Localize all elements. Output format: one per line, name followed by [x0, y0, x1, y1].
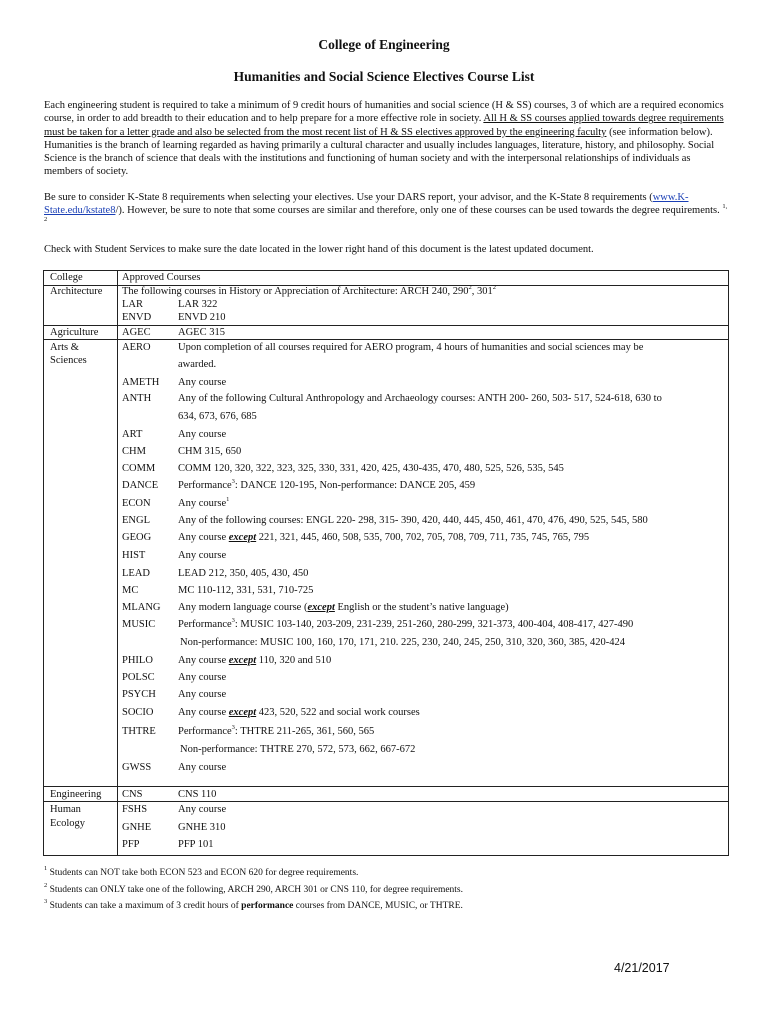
architecture-line-end: , 301: [471, 286, 493, 297]
footnote-text: Students can take a maximum of 3 credit hours of: [47, 901, 242, 911]
course-list-text: 423, 520, 522 and social work courses: [256, 707, 420, 718]
course-list: CHM 315, 650: [178, 446, 242, 457]
course-list-text: Any course: [178, 707, 229, 718]
college-engineering: Engineering: [50, 789, 102, 800]
intro-paragraph: [44, 99, 730, 179]
course-list: AGEC 315: [178, 327, 225, 338]
course-code: DANCE: [122, 480, 159, 491]
course-list-text: Any modern language course (: [178, 602, 308, 613]
footnote-ref: 2: [468, 283, 472, 291]
course-code: COMM: [122, 463, 156, 474]
course-list: LAR 322: [178, 299, 218, 310]
course-list-text: Any course: [178, 498, 227, 509]
document-subtitle: Humanities and Social Science Electives Course List: [233, 69, 535, 84]
course-list: MC 110-112, 331, 531, 710-725: [178, 585, 314, 596]
course-list-text: 110, 320 and 510: [256, 655, 332, 666]
course-list: Any course: [178, 804, 227, 815]
course-list: Any course: [178, 429, 227, 440]
course-list: Non-performance: THTRE 270, 572, 573, 662, 667-672: [180, 744, 416, 755]
course-code: HIST: [122, 550, 146, 561]
course-code: GEOG: [122, 532, 152, 543]
course-code: MC: [122, 585, 139, 596]
course-list: [178, 497, 229, 510]
footnote-2: [44, 881, 464, 895]
footnote-text: Students can NOT take both ECON 523 and ECON 620 for degree requirements.: [47, 868, 359, 878]
footnote-bold-text: performance: [241, 901, 294, 911]
course-list: COMM 120, 320, 322, 323, 325, 330, 331, 420, 425, 430-435, 470, 480, 525, 526, 535, 545: [178, 463, 564, 474]
performance-label: Performance: [178, 726, 232, 737]
course-code: POLSC: [122, 672, 155, 683]
except-label: except: [307, 602, 335, 613]
course-code: SOCIO: [122, 707, 154, 718]
kstate8-link[interactable]: www.K-State.edu/kstate8: [44, 192, 689, 217]
course-code: MUSIC: [122, 619, 156, 630]
course-code: CHM: [122, 446, 146, 457]
course-code: AGEC: [122, 327, 151, 338]
course-list: LEAD 212, 350, 405, 430, 450: [178, 568, 309, 579]
course-list: Any course: [178, 377, 227, 388]
footnote-1: [44, 864, 359, 878]
course-code: ECON: [122, 498, 151, 509]
course-list-text: : DANCE 120-195, Non-performance: DANCE 205, 459: [234, 480, 476, 491]
course-list-text: Any course: [178, 532, 229, 543]
course-list: PFP 101: [178, 839, 214, 850]
except-label: except: [228, 532, 257, 543]
course-code: AMETH: [122, 377, 160, 388]
document-date: 4/21/2017: [614, 961, 670, 975]
course-list-text: : MUSIC 103-140, 203-209, 231-239, 251-260, 280-299, 321-373, 400-404, 408-417, 427-490: [234, 619, 634, 630]
course-list-text: Any course: [178, 655, 229, 666]
course-list: awarded.: [178, 359, 217, 370]
footnote-3: [44, 897, 463, 911]
course-list: 634, 673, 676, 685: [178, 411, 257, 422]
architecture-courses: [122, 285, 496, 298]
check-paragraph: Check with Student Services to make sure the date located in the lower right hand of this document is the latest updated document.: [44, 244, 594, 255]
table-header-college: College: [50, 272, 83, 283]
footnote-text: courses from DANCE, MUSIC, or THTRE.: [293, 901, 463, 911]
course-list-text: 221, 321, 445, 460, 508, 535, 700, 702, 705, 708, 709, 711, 735, 745, 765, 795: [256, 532, 590, 543]
course-code: CNS: [122, 789, 143, 800]
except-label: except: [228, 655, 257, 666]
college-agriculture: Agriculture: [50, 327, 99, 338]
course-list: Any of the following Cultural Anthropology and Archaeology courses: ANTH 200- 260, 503- 517, 524-618, 630 to: [178, 393, 662, 404]
course-list: GNHE 310: [178, 822, 226, 833]
course-list: Any course: [178, 689, 227, 700]
footnote-marker: 1: [44, 864, 48, 872]
table-row-divider: [43, 786, 729, 787]
except-label: except: [228, 707, 257, 718]
footnote-ref: 2: [492, 283, 496, 291]
footnote-text: Students can ONLY take one of the following, ARCH 290, ARCH 301 or CNS 110, for degree requirements.: [47, 885, 464, 895]
performance-label: Performance: [178, 480, 232, 491]
course-code: AERO: [122, 342, 151, 353]
course-code: PFP: [122, 839, 140, 850]
course-list: [178, 531, 589, 544]
course-list: Non-performance: MUSIC 100, 160, 170, 171, 210. 225, 230, 240, 245, 250, 310, 320, 360, 385, 420-424: [180, 637, 626, 648]
course-list-text: : THTRE 211-265, 361, 560, 565: [234, 726, 375, 737]
table-column-divider: [117, 270, 118, 856]
college-human-ecology: Human: [50, 804, 81, 815]
kstate-paragraph: [44, 191, 730, 231]
footnote-ref: 1: [226, 495, 230, 503]
document-title: College of Engineering: [318, 37, 450, 52]
college-human-ecology-2: Ecology: [50, 818, 85, 829]
course-list: Any course: [178, 762, 227, 773]
course-list: Any of the following courses: ENGL 220- 298, 315- 390, 420, 440, 445, 450, 461, 470, 476, 490, 525, 545, 580: [178, 515, 648, 526]
kstate-text-2: /). However, be sure to note that some courses are similar and therefore, only one of these courses can be used towards the degree requirements.: [115, 205, 723, 217]
table-header-courses: Approved Courses: [122, 272, 201, 283]
course-code: ANTH: [122, 393, 152, 404]
course-list: [178, 479, 475, 492]
footnote-marker: 3: [44, 897, 48, 905]
course-list: ENVD 210: [178, 312, 226, 323]
course-code: LEAD: [122, 568, 150, 579]
architecture-line: The following courses in History or Appreciation of Architecture: ARCH 240, 290: [122, 286, 469, 297]
course-list: [178, 601, 509, 614]
performance-label: Performance: [178, 619, 232, 630]
course-list-text: English or the student’s native language): [334, 602, 509, 613]
course-code: GNHE: [122, 822, 152, 833]
course-list: [178, 618, 633, 631]
course-list: Any course: [178, 672, 227, 683]
course-list: [178, 706, 420, 719]
course-code: ENVD: [122, 312, 152, 323]
table-row-divider: [43, 801, 729, 802]
course-code: MLANG: [122, 602, 161, 613]
course-code: LAR: [122, 299, 143, 310]
course-list: [178, 725, 374, 738]
course-code: PSYCH: [122, 689, 156, 700]
footnote-ref: 3: [231, 723, 235, 731]
intro-text-2: (see information below). Humanities is the branch of learning regarded as having primarily a cultural character and usually includes languages, literature, history, and philosophy. Social Science is the branch of science that deals with the institutions and functioning of human society and with the interpersonal relationships of individuals as members of society.: [44, 126, 715, 178]
college-arts-sciences-2: Sciences: [50, 355, 87, 366]
kstate-text-1: Be sure to consider K-State 8 requirements when selecting your electives. Use your DARS report, your advisor, and the K-State 8 requirements (: [44, 192, 653, 203]
footnote-ref: 3: [231, 616, 235, 624]
course-list: Upon completion of all courses required for AERO program, 4 hours of humanities and social sciences may be: [178, 342, 644, 353]
college-architecture: Architecture: [50, 286, 103, 297]
course-code: ENGL: [122, 515, 150, 526]
footnote-marker: 2: [44, 881, 48, 889]
footnote-ref: 3: [231, 477, 235, 485]
kstate-footnote-ref: 1, 2: [44, 202, 728, 224]
course-code: FSHS: [122, 804, 148, 815]
intro-text-1: Each engineering student is required to take a minimum of 9 credit hours of humanities and social science (H & SS) courses, 3 of which are a required economics course, in order to add breadth to their education and to help prepare for a more effective role in society.: [44, 100, 724, 125]
course-code: GWSS: [122, 762, 152, 773]
course-code: PHILO: [122, 655, 153, 666]
college-arts-sciences: Arts &: [50, 342, 79, 353]
course-code: THTRE: [122, 726, 156, 737]
course-code: ART: [122, 429, 143, 440]
course-list: Any course: [178, 550, 227, 561]
course-list: CNS 110: [178, 789, 217, 800]
intro-underlined-text: All H & SS courses applied towards degree requirements must be taken for a letter grade and also be selected from the most recent list of H & SS electives approved by the engineering faculty: [44, 113, 724, 138]
table-row-divider: [43, 339, 729, 340]
course-list: [178, 654, 331, 667]
